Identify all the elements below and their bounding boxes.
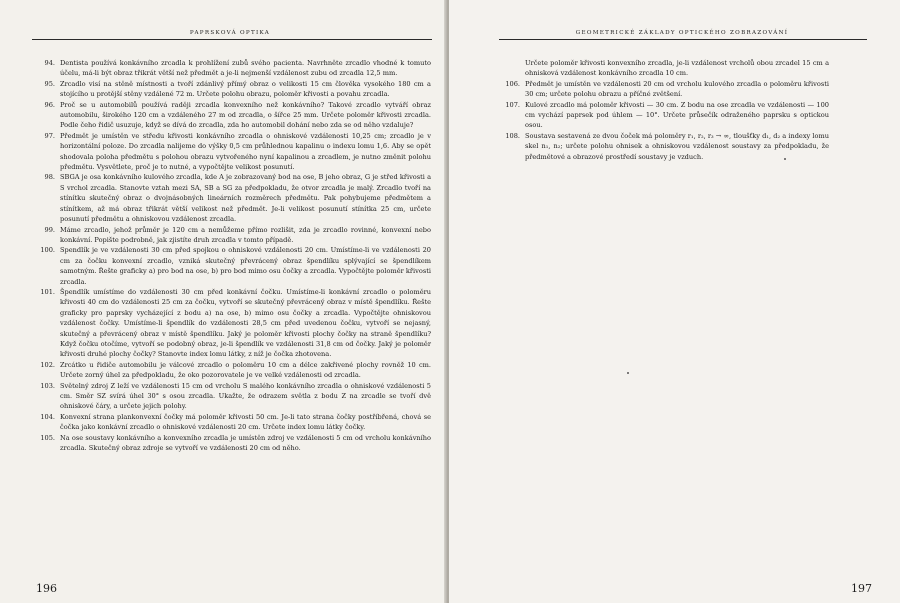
problem-number: 107. <box>505 100 520 109</box>
problem-text: Soustava sestavená ze dvou čoček má poloměry r₁, r₂, r₃ → ∞, tloušťky d₁, d₂ a indexy lomu skel n₁, n₂; určete polohu ohnisek a ohniskovou vzdálenost soustavy za předpokladu, že předmětové a obrazové prostředí soustavy je vzduch. <box>525 131 829 161</box>
problem-number: 106. <box>505 79 520 88</box>
problem-text: Kulové zrcadlo má poloměr křivosti — 30 cm. Z bodu na ose zrcadla ve vzdálenosti — 100 cm vychází paprsek pod úhlem — 10°. Určete průsečík odraženého paprsku s optickou osou. <box>525 100 829 130</box>
problem-text: Předmět je umístěn ve středu křivosti konkávního zrcadla o ohniskové vzdálenosti 10,25 cm; zrcadlo je v horizontální poloze. Do zrcadla nalijeme do výšky 0,5 cm průhlednou kapalinu o indexu lomu 1,6. Aby se opět shodovala poloha předmětu s polohou obrazu vytvořeného nyní kapalinou a zrcadlem, je nutno změnit polohu předmětu. Vysvětlete, proč je to nutné, a vypočtějte velikost posunutí. <box>60 131 431 172</box>
problem-item <box>501 79 829 100</box>
problem-item <box>36 360 431 381</box>
problem-text: Dentista používá konkávního zrcadla k prohlížení zubů svého pacienta. Navrhněte zrcadlo vhodné k tomuto účelu, má-li být obraz třikrát větší než předmět a je-li nejmenší vzdálenost zubu od zrcadla 12,5 mm. <box>60 59 431 78</box>
paper-speck <box>784 158 786 160</box>
problem-number: 104. <box>40 412 55 421</box>
running-head-left: PAPRSKOVÁ OPTIKA <box>189 30 271 36</box>
problem-item <box>36 225 431 246</box>
problem-number: 101. <box>40 287 55 296</box>
problem-item <box>36 433 431 454</box>
running-head-right: GEOMETRICKÉ ZÁKLADY OPTICKÉHO ZOBRAZOVÁNÍ <box>575 30 789 36</box>
problem-item <box>36 287 431 360</box>
problem-number: 98. <box>44 173 55 182</box>
problem-item <box>36 412 431 433</box>
problem-number: 97. <box>44 131 55 140</box>
page-number-left: 196 <box>36 582 57 595</box>
problem-text: SBGA je osa konkávního kulového zrcadla, kde A je zobrazovaný bod na ose, B jeho obraz, G je střed křivosti a S vrchol zrcadla. Stanovte vztah mezi SA, SB a SG za předpokladu, že otvor zrcadla je malý. Zrcadlo tvoří na stínítku skutečný obraz o dvojnásobných lineárních rozměrech předmětu. Pak pohybujeme předmětem a stínítkem, až má obraz třikrát větší velikost než předmět. Je-li velikost posunutí stínítka 25 cm, určete posunutí předmětu a ohniskovou vzdálenost zrcadla. <box>60 173 431 224</box>
problem-number: 100. <box>40 246 55 255</box>
problem-number: 102. <box>40 360 55 369</box>
problem-item <box>36 100 431 131</box>
problem-item <box>36 245 431 287</box>
page-number-right: 197 <box>851 582 872 595</box>
problem-item <box>36 79 431 100</box>
problem-item <box>36 131 431 173</box>
problem-text: Konvexní strana plankonvexní čočky má poloměr křivosti 50 cm. Je-li tato strana čočky postříbřená, chová se čočka jako konkávní zrcadlo o ohniskové vzdálenosti 20 cm. Určete index lomu látky čočky. <box>60 412 431 432</box>
problem-item <box>501 131 829 162</box>
paper-speck <box>627 372 629 374</box>
problem-number: 94. <box>44 59 55 67</box>
header-rule-left <box>32 39 432 40</box>
problem-text: Světelný zdroj Z leží ve vzdálenosti 15 cm od vrcholu S malého konkávního zrcadla o ohniskové vzdálenosti 5 cm. Směr SZ svírá úhel 30° s osou zrcadla. Ukažte, že odrazem světla z bodu Z na zrcadle se tvoří dvě ohniskové čáry, a určete jejich polohy. <box>60 381 431 411</box>
problem-item <box>36 172 431 224</box>
problem-text: Zrcátko u řidiče automobilu je válcové zrcadlo o poloměru 10 cm a délce zakřivené plochy rovněž 10 cm. Určete zorný úhel za předpokladu, že oko pozorovatele je ve velké vzdálenosti od zrcadla. <box>60 360 431 380</box>
continued-problem-text: Určete poloměr křivosti konvexního zrcadla, je-li vzdálenost vrcholů obou zrcadel 15 cm a ohnisková vzdálenost konkávního zrcadla 10 cm. <box>525 59 829 78</box>
left-problem-list <box>36 58 431 453</box>
problem-text: Máme zrcadlo, jehož průměr je 120 cm a nemůžeme přímo rozlišit, zda je zrcadlo rovinné, konvexní nebo konkávní. Popište podrobně, jak zjistíte druh zrcadla v tomto případě. <box>60 225 431 244</box>
problem-text: Předmět je umístěn ve vzdálenosti 20 cm od vrcholu kulového zrcadla o poloměru křivosti 30 cm; určete polohu obrazu a příčné zvětšení. <box>525 79 829 99</box>
problem-text: Spendlík je ve vzdálenosti 30 cm před spojkou o ohniskové vzdálenosti 20 cm. Umístíme-li ve vzdálenosti 20 cm za čočku konvexní zrcadlo, vzniká skutečný převrácený obraz špendlíku splývající se špendlíkem samotným. Řešte graficky a) pro bod na ose, b) pro bod mimo osu čočky a zrcadla. Vypočtějte poloměr křivosti zrcadla. <box>60 246 431 286</box>
problem-number: 108. <box>505 131 520 140</box>
problem-number: 103. <box>40 381 55 390</box>
problem-item <box>36 58 431 79</box>
problem-number: 99. <box>44 225 55 234</box>
problem-item <box>501 100 829 131</box>
right-page <box>449 0 900 603</box>
problem-item <box>36 381 431 412</box>
right-problem-list <box>501 58 829 162</box>
problem-number: 105. <box>40 433 55 442</box>
problem-text: Zrcadlo visí na stěně místnosti a tvoří zdánlivý přímý obraz o velikosti 15 cm člověka vysokého 180 cm a stojícího u protější stěny vzdálené 72 m. Určete polohu obrazu, poloměr křivosti a povahu zrcadla. <box>60 79 431 99</box>
left-page <box>0 0 447 603</box>
header-rule-right <box>499 39 867 40</box>
problem-number: 96. <box>44 100 55 109</box>
problem-number: 95. <box>44 79 55 88</box>
problem-text: Špendlík umístíme do vzdálenosti 30 cm před konkávní čočku. Umístíme-li konkávní zrcadlo o poloměru křivosti 40 cm do vzdálenosti 25 cm za čočku, vytvoří se skutečný převrácený obraz v místě špendlíku. Řešte graficky pro paprsky vycházející z bodu a) na ose, b) mimo osu čočky a zrcadla. Vypočtějte ohniskovou vzdálenost čočky. Umístíme-li špendlík do vzdálenosti 28,5 cm před uvedenou čočku, vytvoří se nejasný, skutečný a převrácený obraz v místě špendlíku. Jaký je poloměr křivosti plochy čočky na straně špendlíku? Když čočku otočíme, vytvoří se podobný obraz, je-li špendlík ve vzdálenosti 31,8 cm od čočky. Jaký je poloměr křivosti druhé plochy čočky? Stanovte index lomu látky, z níž je čočka zhotovena. <box>60 287 431 359</box>
problem-text: Proč se u automobilů používá raději zrcadla konvexního než konkávního? Takové zrcadlo vytváří obraz automobilu, širokého 120 cm a vzdáleného 27 m od zrcadla, o šířce 25 mm. Určete poloměr křivosti zrcadla. Podle čeho řidič usuzuje, když se dívá do zrcadla, zda ho automobil dohání nebo zda se od něho vzdaluje? <box>60 100 431 130</box>
problem-text: Na ose soustavy konkávního a konvexního zrcadla je umístěn zdroj ve vzdálenosti 5 cm od vrcholu konkávního zrcadla. Skutečný obraz zdroje se vytvoří ve vzdálenosti 20 cm od něho. <box>60 433 431 453</box>
